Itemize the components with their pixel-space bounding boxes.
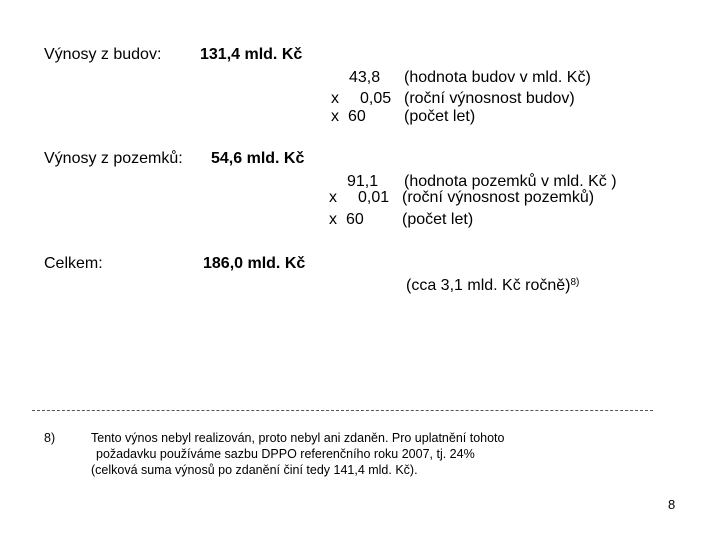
footnote-separator (32, 410, 653, 411)
page-number: 8 (668, 497, 676, 512)
total-value: 186,0 mld. Kč (203, 255, 306, 272)
buildings-op-3: x (331, 108, 339, 125)
total-label: Celkem: (44, 255, 103, 272)
land-desc-1: (hodnota pozemků v mld. Kč ) (404, 173, 617, 190)
buildings-desc-1: (hodnota budov v mld. Kč) (404, 69, 591, 86)
footnote-ref: 8) (570, 277, 580, 288)
land-value-2: 0,01 (358, 189, 390, 206)
footnote-marker: 8) (44, 431, 56, 445)
land-value-1: 91,1 (347, 173, 379, 190)
total-note (406, 277, 579, 295)
buildings-value-1: 43,8 (349, 69, 381, 86)
buildings-desc-2: (roční výnosnost budov) (404, 90, 575, 107)
footnote-line-3: (celková suma výnosů po zdanění činí tedy 141,4 mld. Kč). (91, 463, 418, 477)
buildings-op-2: x (331, 90, 339, 107)
total-note-text: (cca 3,1 mld. Kč ročně) (406, 277, 571, 294)
land-op-3: x (329, 211, 337, 228)
buildings-desc-3: (počet let) (404, 108, 476, 125)
land-desc-3: (počet let) (402, 211, 474, 228)
buildings-total: 131,4 mld. Kč (200, 46, 303, 63)
buildings-value-3: 60 (348, 108, 366, 125)
footnote-line-2: požadavku používáme sazbu DPPO referenčního roku 2007, tj. 24% (96, 447, 475, 461)
land-label: Výnosy z pozemků: (44, 150, 183, 167)
footnote-line-1: Tento výnos nebyl realizován, proto nebyl ani zdaněn. Pro uplatnění tohoto (91, 431, 505, 445)
land-op-2: x (329, 189, 337, 206)
land-desc-2: (roční výnosnost pozemků) (402, 189, 595, 206)
land-value-3: 60 (346, 211, 364, 228)
land-total: 54,6 mld. Kč (211, 150, 305, 167)
buildings-value-2: 0,05 (360, 90, 392, 107)
buildings-label: Výnosy z budov: (44, 46, 162, 63)
